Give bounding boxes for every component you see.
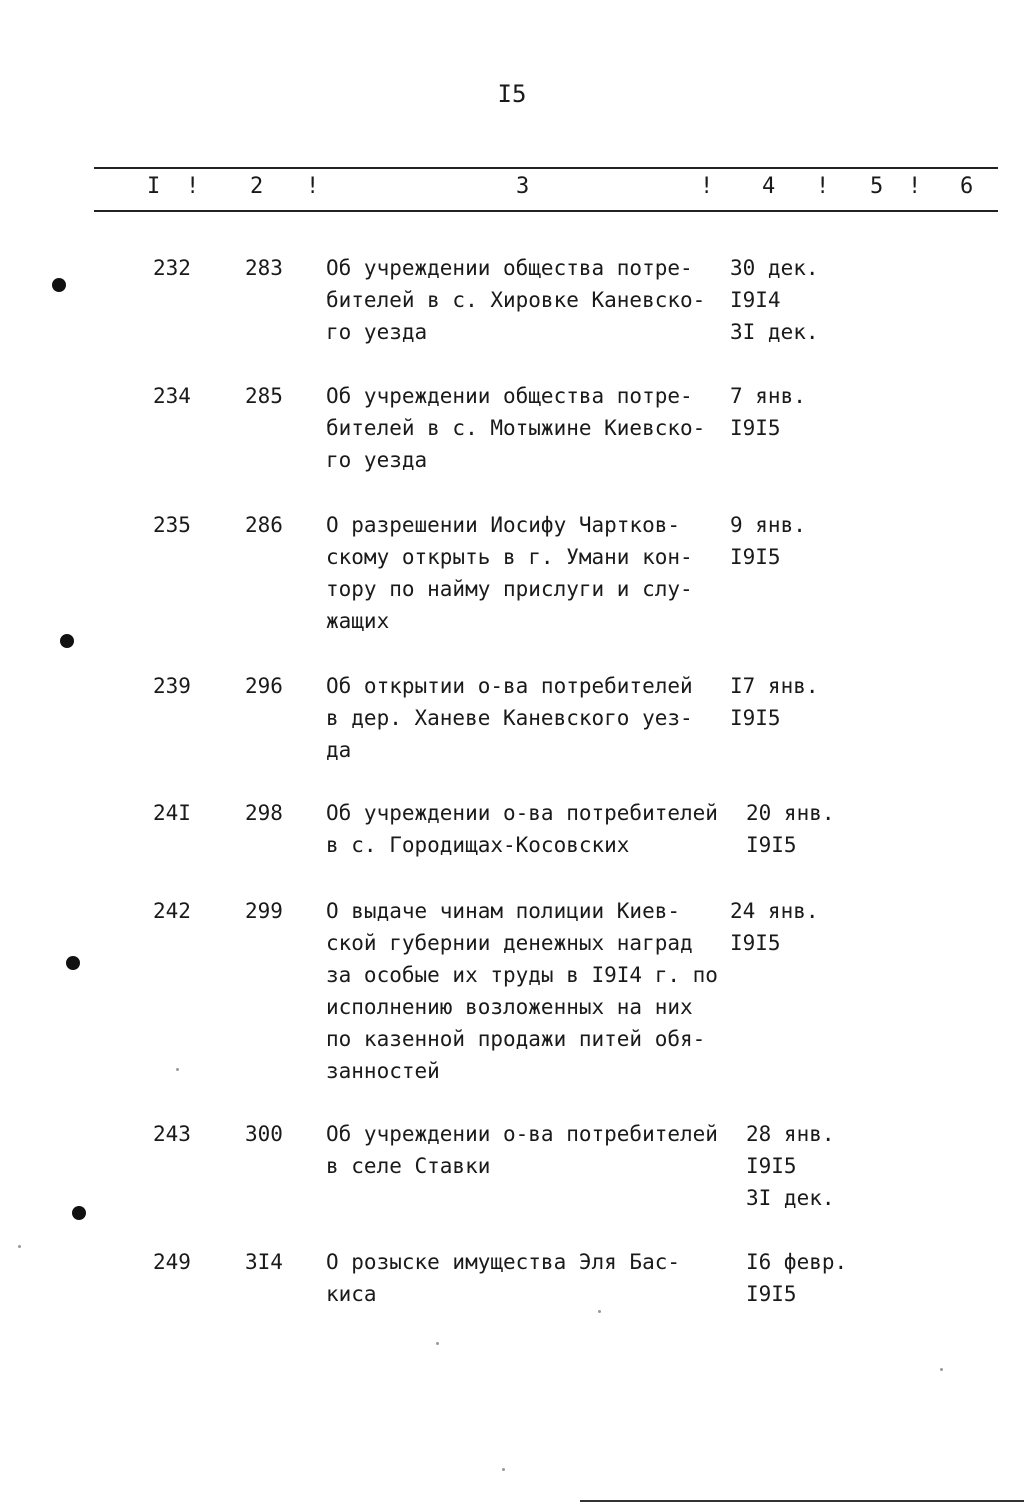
title-line: в дер. Ханеве Каневского уез- — [326, 706, 693, 730]
header-col-3: 3 — [516, 174, 530, 199]
old-number: 286 — [245, 513, 283, 537]
binder-hole — [66, 956, 80, 970]
title-line: го уезда — [326, 320, 428, 344]
title-line: ской губернии денежных наград — [326, 931, 693, 955]
title-line: О разрешении Иосифу Чартков- — [326, 513, 681, 537]
date-line: 30 дек. — [730, 256, 819, 280]
item-dates — [730, 509, 870, 573]
item-title — [326, 895, 736, 1087]
item-title — [326, 380, 736, 476]
scan-speck — [18, 1245, 21, 1248]
item-dates — [746, 797, 886, 861]
bottom-edge-line — [580, 1500, 1024, 1502]
item-number: 234 — [153, 384, 191, 408]
title-line: О розыске имущества Эля Бас- — [326, 1250, 681, 1274]
scan-speck — [598, 1310, 601, 1313]
old-number: 285 — [245, 384, 283, 408]
title-line: жащих — [326, 609, 390, 633]
title-line: в селе Ставки — [326, 1154, 491, 1178]
header-separator: ! — [816, 174, 830, 199]
date-line: I9I5 — [746, 1154, 797, 1178]
title-line: тору по найму прислуги и слу- — [326, 577, 693, 601]
scan-speck — [502, 1468, 505, 1471]
old-number: 300 — [245, 1122, 283, 1146]
title-line: киса — [326, 1282, 377, 1306]
date-line: 9 янв. — [730, 513, 806, 537]
date-line: 20 янв. — [746, 801, 835, 825]
scan-speck — [436, 1342, 439, 1345]
date-line: I9I5 — [730, 545, 781, 569]
title-line: Об учреждении общества потре- — [326, 256, 693, 280]
item-number: 24I — [153, 801, 191, 825]
item-dates — [746, 1118, 886, 1214]
date-line: I9I5 — [730, 706, 781, 730]
old-number: 283 — [245, 256, 283, 280]
date-line: 24 янв. — [730, 899, 819, 923]
title-line: исполнению возложенных на них — [326, 995, 693, 1019]
binder-hole — [52, 278, 66, 292]
item-title — [326, 252, 736, 348]
item-dates — [730, 252, 870, 348]
header-separator: ! — [700, 174, 714, 199]
scan-speck — [940, 1368, 943, 1371]
old-number: 3I4 — [245, 1250, 283, 1274]
item-title — [326, 509, 736, 637]
item-number: 242 — [153, 899, 191, 923]
item-number: 239 — [153, 674, 191, 698]
header-col-4: 4 — [762, 174, 776, 199]
date-line: I6 февр. — [746, 1250, 848, 1274]
date-line: 3I дек. — [730, 320, 819, 344]
date-line: I9I5 — [746, 1282, 797, 1306]
item-title — [326, 1246, 736, 1310]
title-line: занностей — [326, 1059, 440, 1083]
title-line: по казенной продажи питей обя- — [326, 1027, 706, 1051]
old-number: 298 — [245, 801, 283, 825]
header-col-2: 2 — [250, 174, 264, 199]
header-separator: ! — [186, 174, 200, 199]
item-number: 232 — [153, 256, 191, 280]
item-dates — [730, 670, 870, 734]
item-number: 243 — [153, 1122, 191, 1146]
title-line: бителей в с. Мотыжине Киевско- — [326, 416, 706, 440]
item-number: 235 — [153, 513, 191, 537]
item-dates — [730, 895, 870, 959]
binder-hole — [72, 1206, 86, 1220]
title-line: да — [326, 738, 352, 762]
date-line: I9I5 — [730, 931, 781, 955]
old-number: 299 — [245, 899, 283, 923]
date-line: I7 янв. — [730, 674, 819, 698]
scan-speck — [176, 1068, 179, 1071]
page-number: I5 — [497, 80, 527, 108]
item-number: 249 — [153, 1250, 191, 1274]
title-line: Об учреждении о-ва потребителей — [326, 1122, 718, 1146]
title-line: Об учреждении общества потре- — [326, 384, 693, 408]
date-line: I9I4 — [730, 288, 781, 312]
title-line: Об учреждении о-ва потребителей — [326, 801, 718, 825]
old-number: 296 — [245, 674, 283, 698]
header-rule-top — [94, 167, 998, 169]
item-title — [326, 1118, 736, 1182]
item-title — [326, 797, 736, 861]
date-line: 7 янв. — [730, 384, 806, 408]
title-line: за особые их труды в I9I4 г. по — [326, 963, 718, 987]
title-line: в с. Городищах-Косовских — [326, 833, 630, 857]
title-line: О выдаче чинам полиции Киев- — [326, 899, 681, 923]
date-line: 3I дек. — [746, 1186, 835, 1210]
title-line: го уезда — [326, 448, 428, 472]
item-dates — [746, 1246, 886, 1310]
header-col-6: 6 — [960, 174, 974, 199]
title-line: Об открытии о-ва потребителей — [326, 674, 693, 698]
date-line: I9I5 — [730, 416, 781, 440]
item-dates — [730, 380, 870, 444]
date-line: I9I5 — [746, 833, 797, 857]
header-col-5: 5 — [870, 174, 884, 199]
header-col-1: I — [147, 174, 161, 199]
header-separator: ! — [908, 174, 922, 199]
header-rule-bottom — [94, 210, 998, 212]
binder-hole — [60, 634, 74, 648]
title-line: скому открыть в г. Умани кон- — [326, 545, 693, 569]
title-line: бителей в с. Хировке Каневско- — [326, 288, 706, 312]
item-title — [326, 670, 736, 766]
header-separator: ! — [306, 174, 320, 199]
date-line: 28 янв. — [746, 1122, 835, 1146]
